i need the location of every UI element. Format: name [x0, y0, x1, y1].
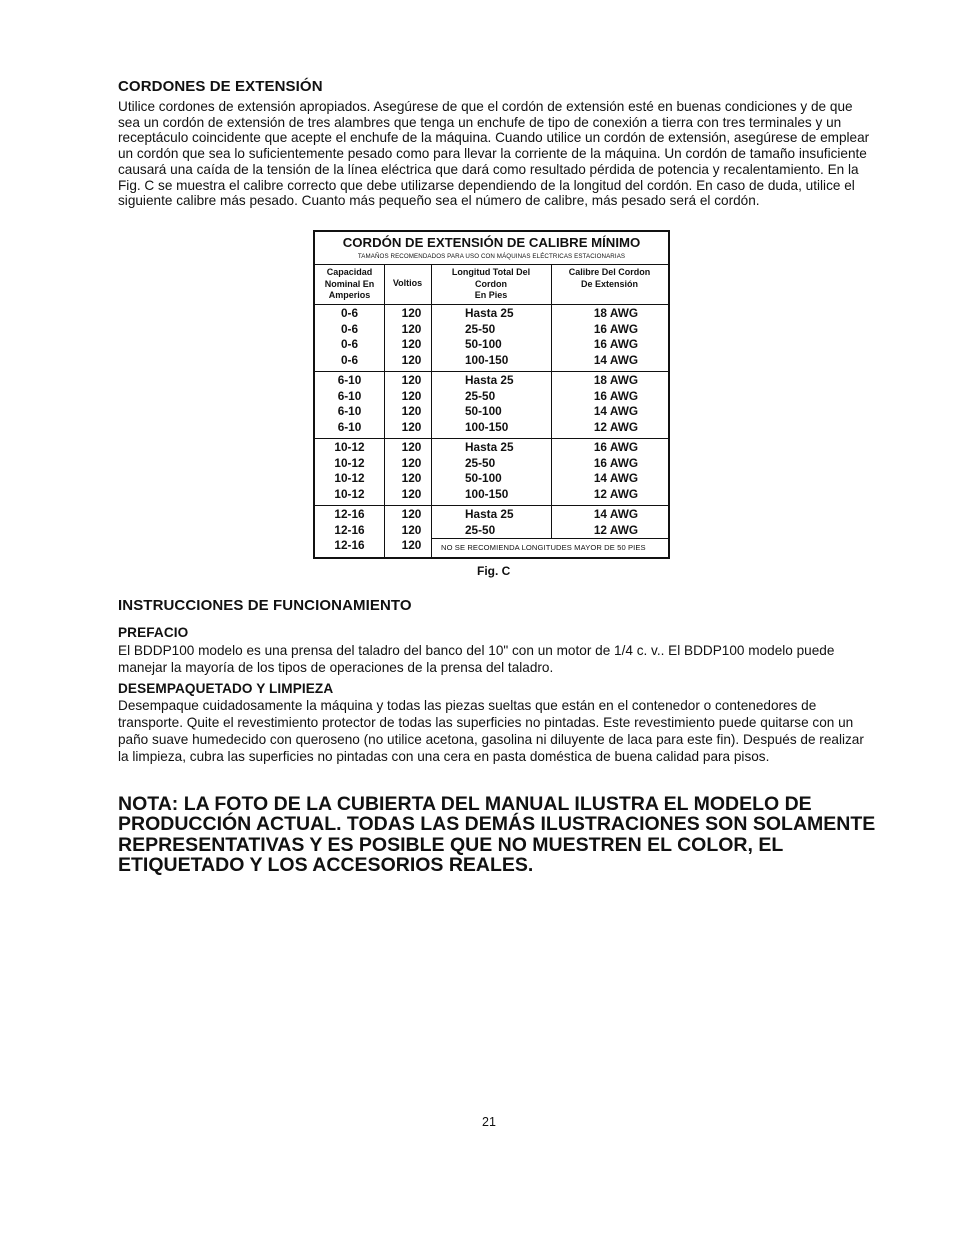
- group-3-length: Hasta 25 25-50 50-100 100-150: [465, 440, 514, 502]
- header-length: Longitud Total Del Cordon En Pies: [451, 267, 531, 300]
- table-rule: [315, 264, 668, 265]
- group-1-gauge: 18 AWG 16 AWG 16 AWG 14 AWG: [593, 306, 638, 368]
- table-footnote: NO SE RECOMIENDA LONGITUDES MAYOR DE 50 PIES: [441, 543, 646, 552]
- header-gauge: Calibre Del Cordon De Extensión: [568, 267, 651, 289]
- section-body-cordones: Utilice cordones de extensión apropiados. Asegúrese de que el cordón de extensión esté en buenas condiciones y de que sea un cordón de extensión de tres alambres que tenga un enchufe de tipo de conexión a tierra con tres terminales y un receptáculo coincidente que acepte el enchufe de la máquina. Cuando utilice un cordón de extensión, asegúrese de emplear un cordón que sea lo suficientemente pesado como para llevar la corriente de la máquina. Un cordón de tamaño insuficiente causará una caída de la tensión de la línea eléctrica que dará como resultado pérdida de potencia y recalentamiento. En la Fig. C se muestra el calibre correcto que debe utilizarse dependiendo de la longitud del cordón. En caso de duda, utilice el siguiente calibre más pesado. Cuanto más pequeño sea el número de calibre, más pesado será el cordón.: [118, 99, 870, 209]
- table-rule: [315, 438, 668, 439]
- group-4-amps: 12-16 12-16 12-16: [334, 507, 365, 553]
- group-2-amps: 6-10 6-10 6-10 6-10: [337, 373, 362, 435]
- group-3-volts: 120 120 120 120: [401, 440, 422, 502]
- subheading-prefacio: PREFACIO: [118, 625, 189, 640]
- group-2-gauge: 18 AWG 16 AWG 14 AWG 12 AWG: [593, 373, 638, 435]
- group-3-amps: 10-12 10-12 10-12 10-12: [334, 440, 365, 502]
- section-heading-cordones: CORDONES DE EXTENSIÓN: [118, 78, 323, 95]
- header-capacity: Capacidad Nominal En Amperios: [324, 267, 375, 300]
- body-prefacio: El BDDP100 modelo es una prensa del taladro del banco del 10" con un motor de 1/4 c. v.. El BDDP100 modelo puede manejar la mayoría de los tipos de operaciones de la prensa del taladro.: [118, 643, 835, 675]
- group-3-gauge: 16 AWG 16 AWG 14 AWG 12 AWG: [593, 440, 638, 502]
- table-rule: [315, 505, 668, 506]
- extension-cord-table: [313, 230, 670, 559]
- group-2-volts: 120 120 120 120: [401, 373, 422, 435]
- page-number: 21: [482, 1115, 496, 1129]
- group-2-length: Hasta 25 25-50 50-100 100-150: [465, 373, 514, 435]
- table-title: CORDÓN DE EXTENSIÓN DE CALIBRE MÍNIMO: [342, 235, 641, 250]
- header-volts: Voltios: [392, 278, 423, 288]
- table-rule: [315, 304, 668, 305]
- section-heading-instrucciones: INSTRUCCIONES DE FUNCIONAMIENTO: [118, 597, 412, 614]
- table-rule: [315, 371, 668, 372]
- group-1-amps: 0-6 0-6 0-6 0-6: [340, 306, 359, 368]
- nota-notice: NOTA: LA FOTO DE LA CUBIERTA DEL MANUAL ILUSTRA EL MODELO DE PRODUCCIÓN ACTUAL. TODAS LAS DEMÁS ILUSTRACIONES SON SOLAMENTE REPRESENTATIVAS Y ES POSIBLE QUE NO MUESTREN EL COLOR, EL ETIQUETADO Y LOS ACCESORIOS REALES.: [118, 793, 876, 876]
- group-1-volts: 120 120 120 120: [401, 306, 422, 368]
- figure-caption: Fig. C: [477, 564, 511, 578]
- group-4-volts: 120 120 120: [401, 507, 422, 553]
- body-desempaquetado: Desempaque cuidadosamente la máquina y todas las piezas sueltas que están en el contenedor o contenedores de transporte. Quite el revestimiento protector de todas las superficies no pintadas. Este revestimiento puede quitarse con un paño suave humedecido con queroseno (no utilice acetona, gasolina ni diluyente de laca para este fin). Después de realizar la limpieza, cubra las superficies no pintadas con una cera en pasta doméstica de buena calidad para pisos.: [118, 698, 864, 764]
- group-4-length: Hasta 25 25-50: [465, 507, 514, 537]
- group-1-length: Hasta 25 25-50 50-100 100-150: [465, 306, 514, 368]
- group-4-gauge: 14 AWG 12 AWG: [593, 507, 638, 537]
- table-subtitle: TAMAÑOS RECOMENDADOS PARA USO CON MÁQUINAS ELÉCTRICAS ESTACIONARIAS: [357, 253, 626, 260]
- subheading-desempaquetado: DESEMPAQUETADO Y LIMPIEZA: [118, 681, 334, 696]
